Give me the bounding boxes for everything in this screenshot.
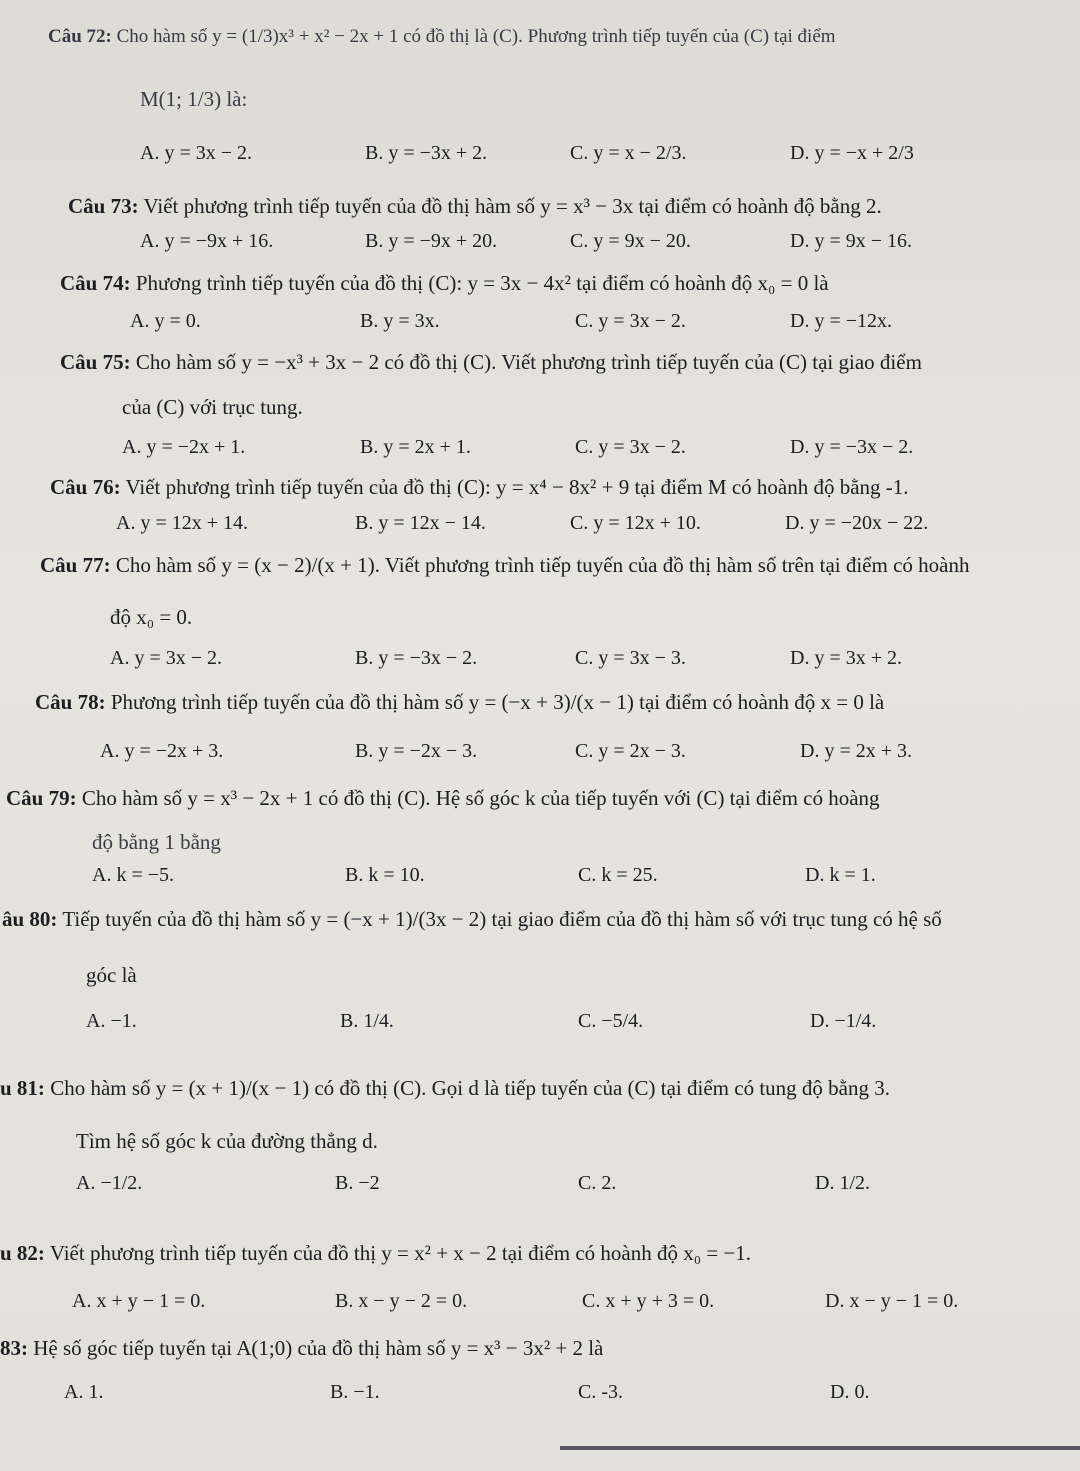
question-label: Câu 79:	[6, 786, 77, 810]
question-label: Câu 73:	[68, 194, 139, 218]
option-a: A. y = 0.	[130, 310, 201, 332]
option-d: D. y = −3x − 2.	[790, 436, 914, 458]
question-77	[40, 552, 969, 578]
question-text: Viết phương trình tiếp tuyến của đồ thị y = x² + x − 2 tại điểm có hoành độ x₀ = −1.	[49, 1241, 752, 1265]
option-b: B. 1/4.	[340, 1010, 394, 1032]
option-a: A. x + y − 1 = 0.	[72, 1290, 206, 1312]
page-edge-divider	[560, 1446, 1080, 1450]
option-d: D. y = 3x + 2.	[790, 647, 903, 669]
question-79	[6, 785, 880, 811]
question-73	[68, 193, 882, 219]
option-b: B. y = −9x + 20.	[365, 230, 498, 252]
option-c: C. y = 3x − 3.	[575, 647, 686, 669]
option-d: D. k = 1.	[805, 864, 876, 886]
option-a: A. y = 12x + 14.	[116, 512, 249, 534]
question-label: u 81:	[0, 1076, 45, 1100]
option-a: A. y = −9x + 16.	[140, 230, 274, 252]
option-d: D. 0.	[830, 1381, 870, 1403]
question-72	[48, 24, 836, 50]
option-d: D. x − y − 1 = 0.	[825, 1290, 959, 1312]
question-text: Tiếp tuyến của đồ thị hàm số y = (−x + 1)/(3x − 2) tại giao điểm của đồ thị hàm số với trục tung có hệ số	[62, 907, 942, 931]
question-text: Cho hàm số y = x³ − 2x + 1 có đồ thị (C). Hệ số góc k của tiếp tuyến với (C) tại điểm có hoàng	[81, 786, 880, 810]
question-76	[50, 474, 909, 500]
question-75	[60, 349, 922, 375]
option-d: D. −1/4.	[810, 1010, 877, 1032]
question-78	[35, 689, 884, 715]
option-b: B. y = −2x − 3.	[355, 740, 478, 762]
option-a: A. y = 3x − 2.	[110, 647, 223, 669]
option-d: D. 1/2.	[815, 1172, 870, 1194]
option-b: B. y = −3x − 2.	[355, 647, 478, 669]
option-b: B. k = 10.	[345, 864, 425, 886]
option-d: D. y = 9x − 16.	[790, 230, 913, 252]
question-text: Cho hàm số y = (x + 1)/(x − 1) có đồ thị (C). Gọi d là tiếp tuyến của (C) tại điểm có tung độ bằng 3.	[50, 1076, 890, 1100]
question-83	[0, 1335, 603, 1361]
option-a: A. 1.	[64, 1381, 104, 1403]
option-b: B. y = 2x + 1.	[360, 436, 471, 458]
question-text: Hệ số góc tiếp tuyến tại A(1;0) của đồ thị hàm số y = x³ − 3x² + 2 là	[33, 1336, 604, 1360]
question-text: Viết phương trình tiếp tuyến của đồ thị hàm số y = x³ − 3x tại điểm có hoành độ bằng 2.	[143, 194, 882, 218]
option-c: C. -3.	[578, 1381, 623, 1403]
option-a: A. k = −5.	[92, 864, 175, 886]
option-d: D. y = −x + 2/3	[790, 142, 914, 164]
question-75-line2: của (C) với trục tung.	[122, 395, 303, 419]
question-label: 83:	[0, 1336, 28, 1360]
option-c: C. y = 9x − 20.	[570, 230, 691, 252]
option-a: A. y = −2x + 3.	[100, 740, 224, 762]
question-label: u 82:	[0, 1241, 45, 1265]
option-d: D. y = −12x.	[790, 310, 893, 332]
question-text: Phương trình tiếp tuyến của đồ thị hàm số y = (−x + 3)/(x − 1) tại điểm có hoành độ x = 0 là	[110, 690, 885, 714]
option-a: A. −1.	[86, 1010, 137, 1032]
question-80	[2, 906, 942, 932]
question-81	[0, 1075, 890, 1101]
question-text: Cho hàm số y = (x − 2)/(x + 1). Viết phương trình tiếp tuyến của đồ thị hàm số trên tại điểm có hoành	[115, 553, 970, 577]
question-label: âu 80:	[2, 907, 58, 931]
question-label: Câu 74:	[60, 271, 131, 295]
question-label: Câu 77:	[40, 553, 111, 577]
question-text: Cho hàm số y = (1/3)x³ + x² − 2x + 1 có đồ thị là (C). Phương trình tiếp tuyến của (C) tại điểm	[116, 26, 836, 47]
option-a: A. y = −2x + 1.	[122, 436, 246, 458]
question-72-line2: M(1; 1/3) là:	[140, 87, 248, 111]
option-a: A. −1/2.	[76, 1172, 143, 1194]
option-c: C. 2.	[578, 1172, 617, 1194]
option-b: B. x − y − 2 = 0.	[335, 1290, 468, 1312]
option-c: C. y = 3x − 2.	[575, 310, 686, 332]
option-a: A. y = 3x − 2.	[140, 142, 253, 164]
option-b: B. −1.	[330, 1381, 380, 1403]
option-c: C. y = 3x − 2.	[575, 436, 686, 458]
option-c: C. y = x − 2/3.	[570, 142, 687, 164]
option-c: C. y = 2x − 3.	[575, 740, 686, 762]
question-74	[60, 270, 829, 296]
question-77-line2: độ x₀ = 0.	[110, 605, 193, 629]
option-d: D. y = −20x − 22.	[785, 512, 929, 534]
question-text: Viết phương trình tiếp tuyến của đồ thị (C): y = x⁴ − 8x² + 9 tại điểm M có hoành độ bằng -1.	[125, 475, 909, 499]
question-81-line2: Tìm hệ số góc k của đường thẳng d.	[76, 1129, 378, 1153]
question-label: Câu 72:	[48, 26, 112, 47]
question-label: Câu 76:	[50, 475, 121, 499]
option-c: C. k = 25.	[578, 864, 658, 886]
option-c: C. y = 12x + 10.	[570, 512, 701, 534]
option-b: B. y = −3x + 2.	[365, 142, 488, 164]
option-b: B. y = 3x.	[360, 310, 440, 332]
option-d: D. y = 2x + 3.	[800, 740, 913, 762]
option-b: B. y = 12x − 14.	[355, 512, 486, 534]
question-79-line2: độ bằng 1 bằng	[92, 830, 221, 854]
question-label: Câu 75:	[60, 350, 131, 374]
question-text: Phương trình tiếp tuyến của đồ thị (C): y = 3x − 4x² tại điểm có hoành độ x₀ = 0 là	[135, 271, 829, 295]
question-82	[0, 1240, 751, 1266]
option-c: C. x + y + 3 = 0.	[582, 1290, 715, 1312]
option-c: C. −5/4.	[578, 1010, 644, 1032]
question-text: Cho hàm số y = −x³ + 3x − 2 có đồ thị (C). Viết phương trình tiếp tuyến của (C) tại giao điểm	[135, 350, 922, 374]
question-label: Câu 78:	[35, 690, 106, 714]
question-80-line2: góc là	[86, 963, 137, 987]
option-b: B. −2	[335, 1172, 380, 1194]
